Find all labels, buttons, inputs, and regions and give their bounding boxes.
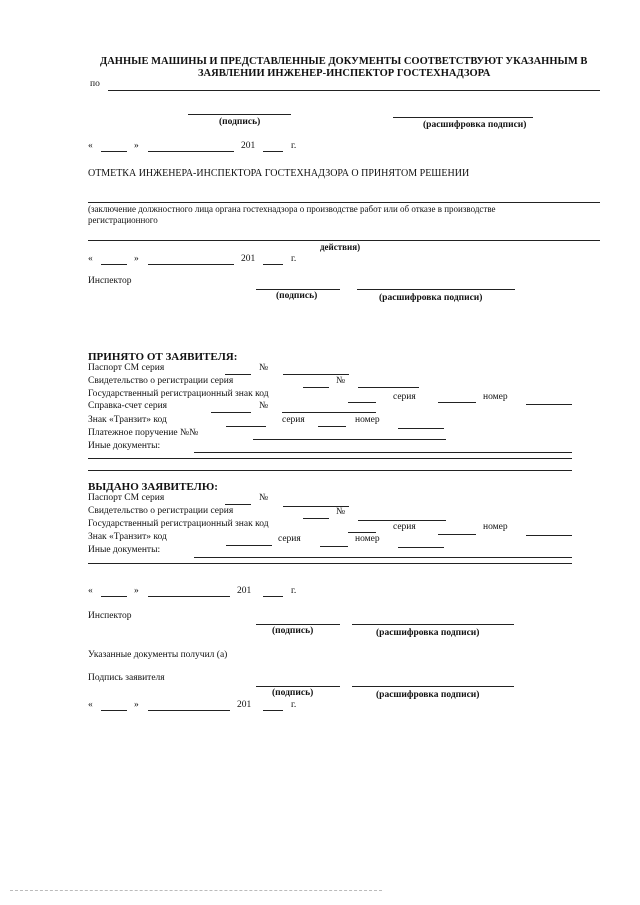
quote-open: « bbox=[88, 700, 93, 710]
no-sign: № bbox=[336, 507, 346, 517]
quote-close: » bbox=[134, 254, 139, 264]
po-label: по bbox=[90, 79, 100, 89]
spravka-number-field[interactable] bbox=[282, 412, 376, 413]
inspector-decode-line[interactable] bbox=[352, 624, 514, 625]
seriya-label: серия bbox=[278, 534, 301, 544]
month-field[interactable] bbox=[148, 264, 234, 265]
no-sign: № bbox=[336, 376, 346, 386]
quote-close: » bbox=[134, 141, 139, 151]
day-field[interactable] bbox=[101, 264, 127, 265]
day-field[interactable] bbox=[101, 151, 127, 152]
inspector-label: Инспектор bbox=[88, 276, 132, 286]
rasshifrovka-caption: (расшифровка подписи) bbox=[376, 628, 480, 638]
podpis-zayavitelya-label: Подпись заявителя bbox=[88, 673, 165, 683]
gos-code-field[interactable] bbox=[348, 402, 376, 403]
year-prefix: 201 bbox=[237, 700, 252, 710]
day-field[interactable] bbox=[101, 710, 127, 711]
gos-label: Государственный регистрационный знак код bbox=[88, 389, 269, 399]
quote-open: « bbox=[88, 254, 93, 264]
vydano-title: ВЫДАНО ЗАЯВИТЕЛЮ: bbox=[88, 481, 218, 493]
tranzit-series-field[interactable] bbox=[320, 546, 348, 547]
platezh-field[interactable] bbox=[253, 439, 446, 440]
poluchil-label: Указанные документы получил (а) bbox=[88, 650, 228, 660]
quote-close: » bbox=[134, 586, 139, 596]
svid-number-field[interactable] bbox=[358, 520, 446, 521]
pasport-label: Паспорт СМ серия bbox=[88, 363, 165, 373]
gos-number-field[interactable] bbox=[526, 535, 572, 536]
year-suffix: г. bbox=[291, 141, 297, 151]
tranzit-label: Знак «Транзит» код bbox=[88, 415, 167, 425]
gos-label: Государственный регистрационный знак код bbox=[88, 519, 269, 529]
tranzit-code-field[interactable] bbox=[226, 545, 272, 546]
nomer-label: номер bbox=[483, 392, 508, 402]
pasport-series-field[interactable] bbox=[225, 374, 251, 375]
pasport-label: Паспорт СМ серия bbox=[88, 493, 165, 503]
svid-number-field[interactable] bbox=[358, 387, 419, 388]
year-suffix: г. bbox=[291, 254, 297, 264]
nomer-label: номер bbox=[355, 534, 380, 544]
quote-open: « bbox=[88, 586, 93, 596]
inspector-label: Инспектор bbox=[88, 611, 132, 621]
inspector-signature-line[interactable] bbox=[256, 624, 340, 625]
rasshifrovka-caption: (расшифровка подписи) bbox=[423, 120, 527, 130]
inspector-decode-line[interactable] bbox=[357, 289, 515, 290]
spravka-label: Справка-счет серия bbox=[88, 401, 168, 411]
quote-close: » bbox=[134, 700, 139, 710]
seriya-label: серия bbox=[393, 392, 416, 402]
seriya-label: серия bbox=[393, 522, 416, 532]
spravka-series-field[interactable] bbox=[211, 412, 251, 413]
no-sign: № bbox=[259, 363, 269, 373]
otmetka-line-2[interactable] bbox=[88, 240, 600, 241]
scan-artifact-line bbox=[10, 890, 382, 891]
applicant-decode-line[interactable] bbox=[352, 686, 514, 687]
otmetka-note-2: регистрационного bbox=[88, 215, 158, 225]
rasshifrovka-caption: (расшифровка подписи) bbox=[376, 690, 480, 700]
gos-number-field[interactable] bbox=[526, 404, 572, 405]
inye-line-3[interactable] bbox=[88, 470, 572, 471]
podpis-caption: (подпись) bbox=[276, 291, 318, 301]
year-suffix: г. bbox=[291, 586, 297, 596]
inye-field[interactable] bbox=[194, 557, 572, 558]
platezh-label: Платежное поручение №№ bbox=[88, 428, 199, 438]
po-line[interactable] bbox=[108, 90, 600, 91]
year-field[interactable] bbox=[263, 264, 283, 265]
podpis-caption: (подпись) bbox=[272, 688, 314, 698]
year-prefix: 201 bbox=[241, 141, 256, 151]
month-field[interactable] bbox=[148, 710, 230, 711]
day-field[interactable] bbox=[101, 596, 127, 597]
year-suffix: г. bbox=[291, 700, 297, 710]
year-field[interactable] bbox=[263, 596, 283, 597]
gos-series-field[interactable] bbox=[438, 402, 476, 403]
gos-series-field[interactable] bbox=[438, 534, 476, 535]
year-field[interactable] bbox=[263, 151, 283, 152]
svid-label: Свидетельство о регистрации серия bbox=[88, 506, 234, 516]
year-field[interactable] bbox=[263, 710, 283, 711]
tranzit-series-field[interactable] bbox=[318, 426, 346, 427]
tranzit-label: Знак «Транзит» код bbox=[88, 532, 167, 542]
year-prefix: 201 bbox=[237, 586, 252, 596]
applicant-signature-line[interactable] bbox=[256, 686, 340, 687]
inye-label: Иные документы: bbox=[88, 441, 161, 451]
tranzit-number-field[interactable] bbox=[398, 428, 444, 429]
header-line-2: ЗАЯВЛЕНИИ ИНЖЕНЕР-ИНСПЕКТОР ГОСТЕХНАДЗОРА bbox=[198, 68, 491, 79]
podpis-caption: (подпись) bbox=[219, 117, 261, 127]
tranzit-number-field[interactable] bbox=[398, 547, 444, 548]
otmetka-note-1: (заключение должностного лица органа гостехнадзора о производстве работ или об отказе в производстве bbox=[88, 204, 496, 214]
tranzit-code-field[interactable] bbox=[226, 426, 266, 427]
quote-open: « bbox=[88, 141, 93, 151]
svid-series-field[interactable] bbox=[303, 387, 329, 388]
year-prefix: 201 bbox=[241, 254, 256, 264]
month-field[interactable] bbox=[148, 151, 234, 152]
inye-label: Иные документы: bbox=[88, 545, 161, 555]
inye-field[interactable] bbox=[194, 452, 572, 453]
otmetka-note-3: действия) bbox=[320, 242, 361, 252]
seriya-label: серия bbox=[282, 415, 305, 425]
pasport-number-field[interactable] bbox=[283, 374, 349, 375]
nomer-label: номер bbox=[483, 522, 508, 532]
podpis-caption: (подпись) bbox=[272, 626, 314, 636]
inye-line-2[interactable] bbox=[88, 458, 572, 459]
inye-line-2[interactable] bbox=[88, 563, 572, 564]
prinyato-title: ПРИНЯТО ОТ ЗАЯВИТЕЛЯ: bbox=[88, 351, 238, 363]
no-sign: № bbox=[259, 493, 269, 503]
nomer-label: номер bbox=[355, 415, 380, 425]
gos-code-field[interactable] bbox=[348, 532, 376, 533]
rasshifrovka-caption: (расшифровка подписи) bbox=[379, 293, 483, 303]
no-sign: № bbox=[259, 401, 269, 411]
signature-decode-line[interactable] bbox=[393, 117, 533, 118]
inspector-signature-line[interactable] bbox=[256, 289, 340, 290]
header-line-1: ДАННЫЕ МАШИНЫ И ПРЕДСТАВЛЕННЫЕ ДОКУМЕНТЫ СООТВЕТСТВУЮТ УКАЗАННЫМ В bbox=[100, 56, 588, 67]
svid-label: Свидетельство о регистрации серия bbox=[88, 376, 234, 386]
signature-line[interactable] bbox=[188, 114, 291, 115]
month-field[interactable] bbox=[148, 596, 230, 597]
otmetka-line-1[interactable] bbox=[88, 202, 600, 203]
svid-series-field[interactable] bbox=[303, 518, 329, 519]
pasport-series-field[interactable] bbox=[225, 504, 251, 505]
otmetka-title: ОТМЕТКА ИНЖЕНЕРА-ИНСПЕКТОРА ГОСТЕХНАДЗОРА О ПРИНЯТОМ РЕШЕНИИ bbox=[88, 168, 470, 179]
